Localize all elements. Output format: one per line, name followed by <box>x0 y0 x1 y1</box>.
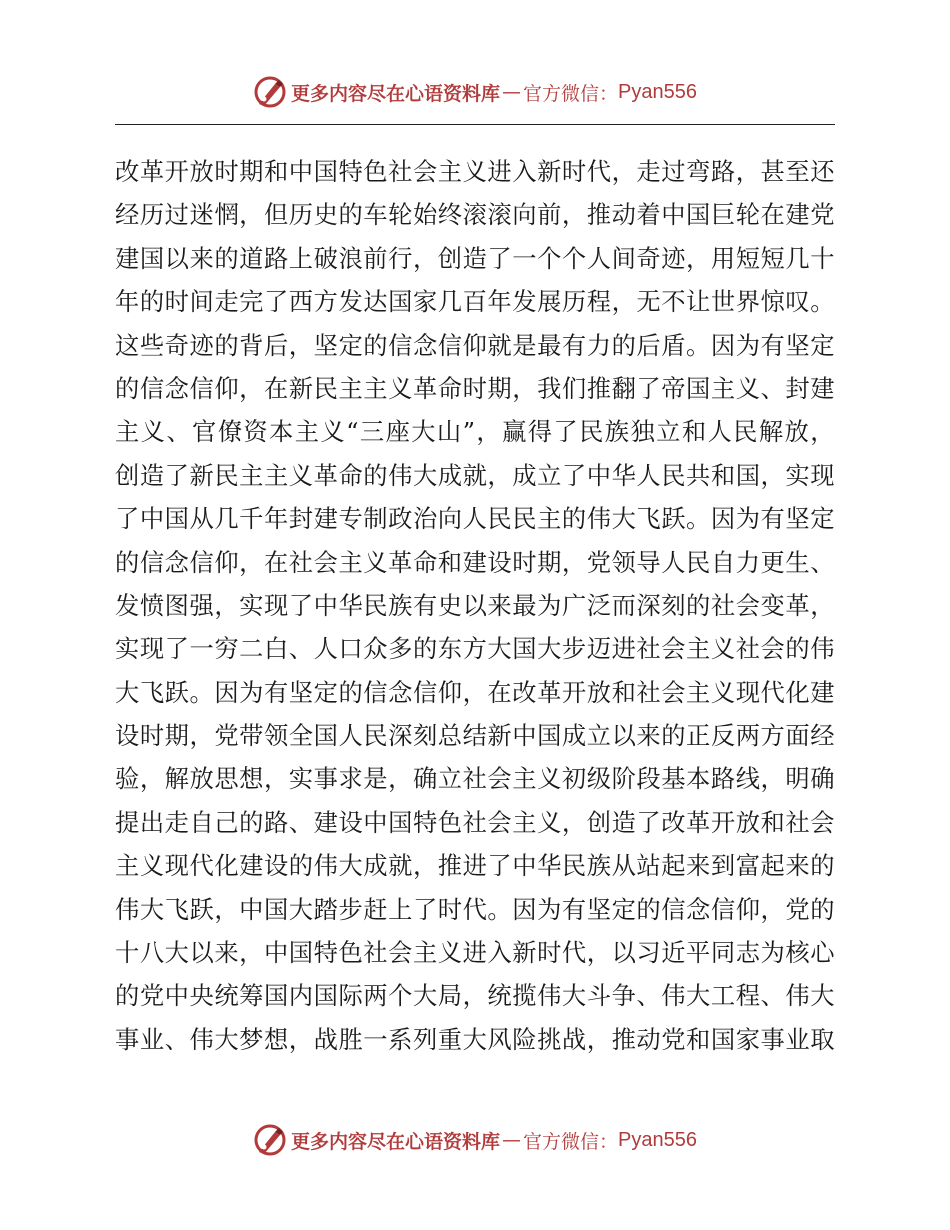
brand-separator: — <box>502 1129 522 1151</box>
body-text-line: 的党中央统筹国内国际两个大局，统揽伟大斗争、伟大工程、伟大 <box>115 981 835 1011</box>
wechat-id: Pyan556 <box>618 80 697 103</box>
body-text-line: 的信念信仰，在新民主主义革命时期，我们推翻了帝国主义、封建 <box>115 373 835 403</box>
body-text-line: 创造了新民主主义革命的伟大成就，成立了中华人民共和国，实现 <box>115 460 835 490</box>
pen-logo-icon <box>253 1123 287 1157</box>
pen-logo-icon <box>253 75 287 109</box>
body-text-line: 事业、伟大梦想，战胜一系列重大风险挑战，推动党和国家事业取 <box>115 1024 835 1054</box>
body-text-line: 实现了一穷二白、人口众多的东方大国大步迈进社会主义社会的伟 <box>115 634 835 664</box>
brand-name: 更多内容尽在心语资料库 <box>291 82 501 105</box>
body-text-line: 发愤图强，实现了中华民族有史以来最为广泛而深刻的社会变革， <box>115 590 835 620</box>
body-text-line: 主义、官僚资本主义“三座大山”，赢得了民族独立和人民解放， <box>115 417 835 447</box>
body-text-line: 设时期，党带领全国人民深刻总结新中国成立以来的正反两方面经 <box>115 721 835 751</box>
body-text-line: 验，解放思想，实事求是，确立社会主义初级阶段基本路线，明确 <box>115 764 835 794</box>
body-text-line: 主义现代化建设的伟大成就，推进了中华民族从站起来到富起来的 <box>115 851 835 881</box>
body-text-line: 年的时间走完了西方发达国家几百年发展历程，无不让世界惊叹。 <box>115 287 835 317</box>
body-text-line: 建国以来的道路上破浪前行，创造了一个个人间奇迹，用短短几十 <box>115 243 835 273</box>
wechat-id: Pyan556 <box>618 1128 697 1151</box>
body-text-line: 伟大飞跃，中国大踏步赶上了时代。因为有坚定的信念信仰，党的 <box>115 894 835 924</box>
page-header <box>0 70 950 114</box>
wechat-label: 官方微信： <box>523 1130 619 1153</box>
body-text-line: 经历过迷惘，但历史的车轮始终滚滚向前，推动着中国巨轮在建党 <box>115 200 835 230</box>
brand-name: 更多内容尽在心语资料库 <box>291 1130 501 1153</box>
header-divider <box>115 124 835 125</box>
brand-separator: — <box>502 81 522 103</box>
body-text-line: 这些奇迹的背后，坚定的信念信仰就是最有力的后盾。因为有坚定 <box>115 330 835 360</box>
body-text-line: 大飞跃。因为有坚定的信念信仰，在改革开放和社会主义现代化建 <box>115 677 835 707</box>
wechat-label: 官方微信： <box>523 82 619 105</box>
body-text-line: 提出走自己的路、建设中国特色社会主义，创造了改革开放和社会 <box>115 807 835 837</box>
page-footer <box>0 1118 950 1162</box>
body-text-line: 改革开放时期和中国特色社会主义进入新时代，走过弯路，甚至还 <box>115 157 835 186</box>
document-body <box>115 150 835 1061</box>
body-text-line: 十八大以来，中国特色社会主义进入新时代，以习近平同志为核心 <box>115 938 835 968</box>
body-text-line: 了中国从几千年封建专制政治向人民民主的伟大飞跃。因为有坚定 <box>115 504 835 534</box>
body-text-line: 的信念信仰，在社会主义革命和建设时期，党领导人民自力更生、 <box>115 547 835 577</box>
